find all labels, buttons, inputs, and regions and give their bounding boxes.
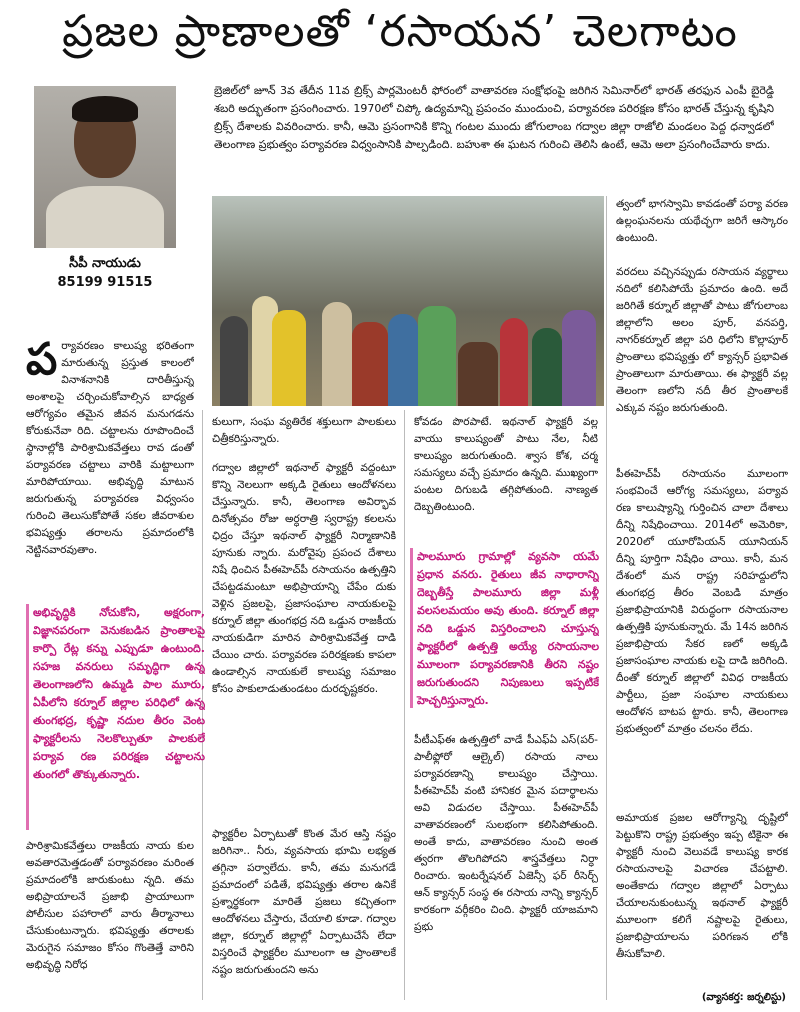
- protest-crowd-photo: [212, 196, 604, 406]
- col4-paragraph-2: వరదలు వచ్చినప్పుడు రసాయన వ్యర్థాలు నదిలో కలిసిపోయే ప్రమాదం ఉంది. అదే జరిగితే కర్నూల్ జిల్లాతో పాటు జోగులాంబ జిల్లాలోని అలం పూర్, వనపర్తి, నాగర్‌కర్నూల్ జిల్లా పరి ధిలోని కొల్లాపూర్ ప్రాంతాలు భవిష్యత్తు లో క్యాన్సర్ ప్రభావిత ప్రాంతాలుగా మారుతాయి. ఈ ఫ్యాక్టరీ వల్ల తెలంగా ణలోని నదీ తీర ప్రాంతాలకే ఎక్కువ నష్టం జరుగుతుంది.: [616, 266, 788, 414]
- pull-quote-1: అభివృద్ధికి నోచుకోని, అక్షరంగా, విజ్ఞానపరంగా వెనుకబడిన ప్రాంతాలపై కార్పొ రేట్ల కన్ను ఎప్పుడూ ఉంటుంది. సహజ వనరులు సమృద్ధిగా ఉన్న తెలంగాణలోని ఉమ్మడి పాల మూరు, ఏపీలోని కర్నూల్ జిల్లాల పరిధిలో ఉన్న తుంగభద్ర, కృష్ణా నదుల తీరం వెంట ఫ్యాక్టరీలను నెలకొల్పుతూ పాలకులే పర్యావ రణ పరిరక్షణ చట్టాలను తుంగలో తొక్కుతున్నారు.: [26, 604, 205, 830]
- col3-paragraph-2: పీటీఎఫ్‌ఈ ఉత్పత్తిలో వాడే పీఎఫ్‌ఏ ఎస్(పర్- పాలీఫ్లోరో ఆల్కైల్) రసాయ నాలు పర్యావరణాన్ని కాలుష్యం చేస్తాయి. పీఈహెచ్‌పీ వంటి హానికర మైన పదార్థాలను అవి విడుదల చేస్తాయి. పీఈహెచ్‌పీ వాతావరణంలో సులభంగా కలిసిపోతుంది. అంతే కాదు, వాతావరణం నుంచి అంత త్వరగా తొలగిపోదని శాస్త్రవేత్తలు నిర్ధా రించారు. ఇంటర్నేషనల్ ఏజెన్సీ ఫర్ రీసెర్చ్ ఆన్ క్యాన్సర్ సంస్థ ఈ రసాయ నాన్ని క్యాన్సర్ కారకంగా వర్గీకరిం చింది. ఫ్యాక్టరీ యాజమాని ప్రభు: [414, 734, 598, 933]
- author-name: సీపీ నాయుడు: [69, 256, 141, 271]
- col4-paragraph-1: త్వంలో భాగస్వామి కావడంతో పర్యా వరణ ఉల్లంఘనలను యథేచ్ఛగా జరిగే ఆస్కారం ఉంటుంది.: [616, 198, 788, 244]
- col4-paragraph-3: పీఈహెచ్‌పీ రసాయనం మూలంగా సంభవించే ఆరోగ్య సమస్యలు, పర్యావ రణ కాలుష్యాన్ని గుర్తించిన చాలా దేశాలు దీన్ని నిషేధించాయి. 2014లో అమెరికా, 2020లో యూరోపియన్ యూనియన్ దీన్ని పూర్తిగా నిషేధిం చాయి. కానీ, మన దేశంలో మన రాష్ట్ర సరిహద్దులోని తుంగభద్ర తీరం వెంబడి మాత్రం ప్రజాభిప్రాయానికి విరుద్ధంగా రసాయనాల ఉత్పత్తికి పూనుకున్నారు. మే 14న జరిగిన ప్రజాభిప్రాయ సేకర ణలో అక్కడి ప్రజాసంఘాల నాయకు లపై దాడి జరిగింది. దీంతో కర్నూల్ జిల్లాలో వివిధ రాజకీయ పార్టీలు, ప్రజా సంఘాల నాయకులు ఆందోళన బాటప ట్టారు. కానీ, తెలంగాణ ప్రభుత్వంలో మాత్రం చలనం లేదు.: [616, 468, 788, 735]
- author-phone: 85199 91515: [57, 275, 153, 290]
- col3-paragraph-1: కోవడం పొరపాటే. ఇథనాల్ ఫ్యాక్టరీ వల్ల వాయు కాలుష్యంతో పాటు నేల, నీటి కాలుష్యం జరుగుతుంది. శ్వాస కోశ, చర్మ సమస్యలు వచ్చే ప్రమాదం ఉన్నది. ముఖ్యంగా పంటల దిగుబడి తగ్గిపోతుంది. నాణ్యత దెబ్బతింటుంది.: [414, 416, 598, 513]
- author-photo: [34, 86, 176, 248]
- author-footer-note: (వ్యాసకర్త: జర్నలిస్టు): [701, 992, 786, 1003]
- col1-opening: [26, 338, 194, 598]
- col4-paragraph-4: అమాయక ప్రజల ఆరోగ్యాన్ని దృష్టిలో పెట్టుకొని రాష్ట్ర ప్రభుత్వం ఇప్ప టికైనా ఈ ఫ్యాక్టరీ నుంచి వెలువడే కాలుష్య కారక రసాయనాలపై విచారణ చేపట్టాలి. అంతేకాదు గద్వాల జిల్లాలో ఏర్పాటు చేయాలనుకుంటున్న ఇథనాల్ ఫ్యాక్టరీ మూలంగా కలిగే నష్టాలపై రైతులు, ప్రజాభిప్రాయాలను పరిగణన లోకి తీసుకోవాలి.: [616, 812, 788, 960]
- pull-quote-2: పాలమూరు గ్రామాల్లో వ్యవసా యమే ప్రధాన వనరు. రైతులు జీవ నాధారాన్ని దెబ్బతీస్తే పాలమూరు జిల్లా మళ్లీ వలసలమయం అవు తుంది. కర్నూల్ జిల్లా నది ఒడ్డున విస్తరించాలని చూస్తున్న ఫ్యాక్టరీలో ఉత్పత్తి అయ్యే రసాయనాల మూలంగా పర్యావరణానికి తీరని నష్టం జరుగుతుందని నిపుణులు ఇప్పటికే హెచ్చరిస్తున్నారు.: [410, 548, 599, 708]
- headline: ప్రజల ప్రాణాలతో ‘రసాయన’ చెలగాటం: [62, 6, 738, 57]
- col2-paragraph-1: కులుగా, సంఘ వ్యతిరేక శక్తులుగా పాలకులు చిత్రీకరిస్తున్నారు.: [212, 416, 396, 445]
- dropcap: ప: [26, 338, 58, 385]
- col1-paragraph-1: ర్యావరణం కాలుష్య భరితంగా మారుతున్న ప్రస్తుత కాలంలో వినాశనానికి దారితీస్తున్న అంశాలపై చర్చించుకోవాల్సిన బాధ్యత ఆరోగ్యవం తమైన జీవన మనుగడను కోరుకునేవా రిది. చట్టాలను రూపొందించే స్థానాల్లోకి పారిశ్రామికవేత్తలు రావ డంతో పర్యావరణ చట్టాలు వారికి మట్టాలుగా మారిపోయాయి. అభివృద్ధి మాటున జరుగుతున్న పర్యావరణ విధ్వంసం గురించి తెలుసుకోపోతే సకల జీవరాశుల భవిష్యత్తు తరాలను ప్రమాదంలోకి నెట్టినవారవుతాం.: [26, 340, 194, 556]
- intro-paragraph: బ్రెజిల్‌లో జూన్ 3వ తేదీన 11వ బ్రిక్స్ పార్లమెంటరీ ఫోరంలో వాతావరణ సంక్షోభంపై జరిగిన సెమినార్‌లో భారత్ తరఫున ఎంపీ బైరెడ్డి శబరి అద్భుతంగా ప్రసంగించారు. 1970లో చిప్కో ఉద్యమాన్ని ప్రపంచం ముందుంచి, పర్యావరణ పరిరక్షణ కోసం భారత్ చేస్తున్న కృషిని బ్రిక్స్ దేశాలకు వివరించారు. కానీ, ఆమె ప్రసంగానికి కొన్ని గంటల ముందు జోగులాంబ గద్వాల జిల్లా రాజోలి మండలం పెద్ద ధన్వాడలో తెలంగాణ ప్రభుత్వం పర్యావరణ విధ్వంసానికి పాల్పడింది. బహుశా ఈ ఘటన గురించి తెలిసి ఉంటే, ఆమె అలా ప్రసంగించేవారు కాదు.: [214, 84, 774, 151]
- col2-paragraph-2: గద్వాల జిల్లాలో ఇథనాల్ ఫ్యాక్టరీ వద్దంటూ కొన్ని నెలలుగా అక్కడి రైతులు ఆందోళనలు చేస్తున్నారు. కానీ, తెలంగాణ అవిర్భావ దినోత్సవం రోజు అర్ధరాత్రి స్వరాష్ట్ర కలలను ఛిద్రం చేస్తూ ఇథనాల్ ఫ్యాక్టరీ నిర్మాణానికి పూనుకు న్నారు. మరోవైపు ప్రపంచ దేశాలు నిషే ధించిన పీఈహెచ్‌పీ రసాయనం ఉత్పత్తిని చేపట్టడమంటూ అభిప్రాయాన్ని చేపేం దుకు వెళ్లిన ప్రజలపై, ప్రజాసంఘాల నాయకులపై కర్నూల్ జిల్లా తుంగభద్ర నది ఒడ్డున రాజకీయ నాయకుడిగా మారిన పారిశ్రామికవేత్త దాడి చేయిం చారు. పర్యావరణ పరిరక్షణకు కాపలా ఉండాల్సిన నాయకులే కాలుష్య సమాజం కోసం పాకులాడుతుండటం దురదృష్టకరం.: [212, 462, 396, 695]
- col1-paragraph-2: పారిశ్రామికవేత్తలు రాజకీయ నాయ కుల అవతారమెత్తడంతో పర్యావరణం మరింత ప్రమాదంలోకి జారుకుంటు న్నది. తమ అభిప్రాయాలనే ప్రజాభి ప్రాయాలుగా పోలీసుల పహారాలో వారు తీర్మానాలు చేసుకుంటున్నారు. భవిష్యత్తు తరాలకు మెరుగైన సమాజం కోసం గొంతెత్తే వారిని అభివృద్ధి నిరోధ: [26, 840, 194, 971]
- col2-paragraph-3: ఫ్యాక్టరీల ఏర్పాటుతో కొంత మేర ఆస్తి నష్టం జరిగినా.. నీరు, వ్యవసాయ భూమి లభ్యత తగ్గినా పర్వాలేదు. కానీ, తమ మనుగడే ప్రమాదంలో పడితే, భవిష్యత్తు తరాల ఉనికే ప్రశ్నార్థకంగా మారితే ప్రజలు కచ్చితంగా ఆందోళనలు చేస్తారు, చేయాలి కూడా. గద్వాల జిల్లా, కర్నూల్ జిల్లాల్లో ఏర్పాటుచేసే లేదా విస్తరించే ఫ్యాక్టరీల మూలంగా ఆ ప్రాంతాలకే నష్టం జరుగుతుందని అను: [212, 828, 396, 976]
